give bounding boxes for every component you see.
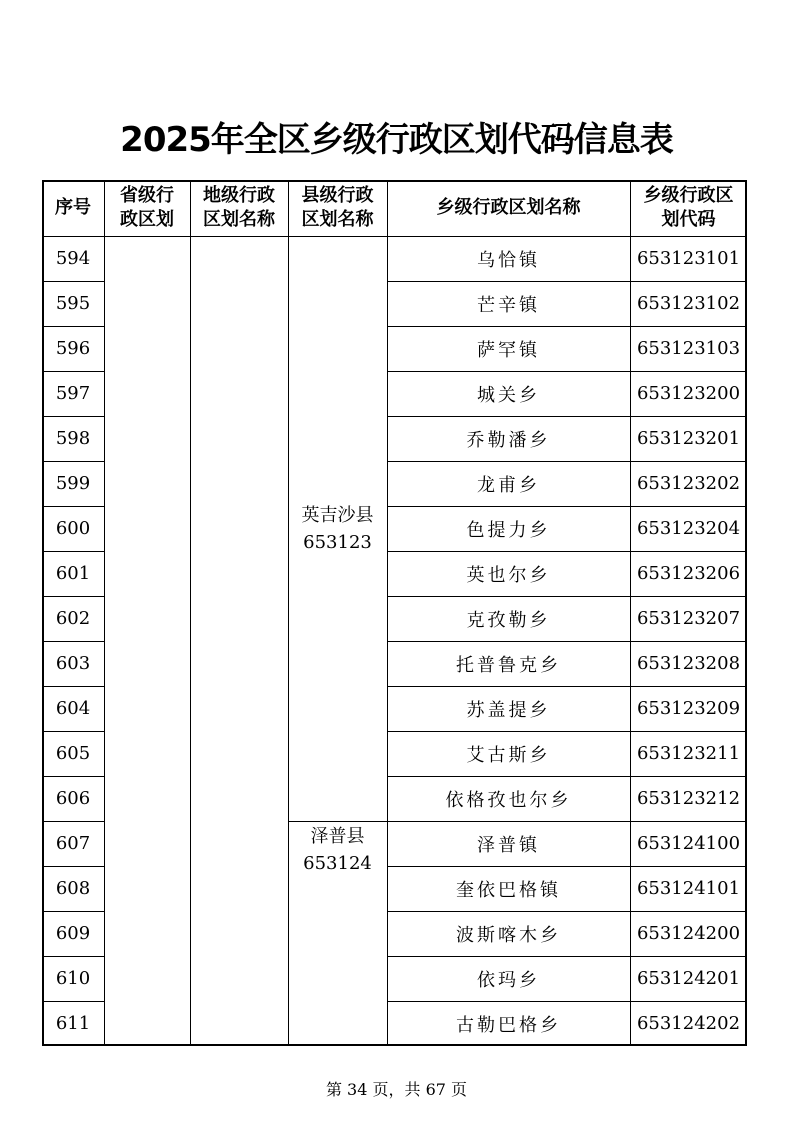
seq-cell: 603 [55, 653, 91, 674]
row-divider [42, 641, 104, 642]
column-divider [104, 180, 105, 1046]
header-seq: 序号 [55, 197, 91, 218]
county-name: 英吉沙县 [301, 504, 374, 526]
township-name-cell: 奎依巴格镇 [456, 879, 561, 901]
division-code-table [42, 180, 747, 1046]
row-divider [387, 1001, 747, 1002]
seq-cell: 598 [55, 428, 91, 449]
row-divider [387, 776, 747, 777]
row-divider [42, 866, 104, 867]
row-divider [387, 326, 747, 327]
row-divider [387, 371, 747, 372]
row-divider [387, 596, 747, 597]
township-code-cell: 653123211 [636, 743, 741, 764]
column-divider [190, 180, 191, 1046]
township-code-cell: 653123200 [636, 383, 741, 404]
township-code-cell: 653124101 [636, 878, 741, 899]
row-divider [42, 776, 104, 777]
row-divider [387, 281, 747, 282]
seq-cell: 595 [55, 293, 91, 314]
township-name-cell: 克孜勒乡 [466, 609, 551, 631]
row-divider [387, 686, 747, 687]
row-divider [387, 641, 747, 642]
county-name: 泽普县 [310, 826, 365, 847]
seq-cell: 606 [55, 788, 91, 809]
row-divider [387, 956, 747, 957]
township-code-cell: 653124100 [636, 833, 741, 854]
seq-cell: 601 [55, 563, 91, 584]
township-code-cell: 653123101 [636, 248, 741, 269]
row-divider [387, 911, 747, 912]
seq-cell: 597 [55, 383, 91, 404]
seq-cell: 609 [55, 923, 91, 944]
county-code: 653124 [303, 853, 372, 874]
row-divider [42, 416, 104, 417]
header-township: 乡级行政区划名称 [436, 197, 581, 218]
county-divider [288, 821, 387, 822]
header-province: 省级行 政区划 [120, 185, 174, 230]
row-divider [42, 326, 104, 327]
row-divider [42, 821, 104, 822]
township-name-cell: 古勒巴格乡 [456, 1014, 561, 1036]
row-divider [387, 416, 747, 417]
header-prefecture: 地级行政 区划名称 [203, 185, 275, 230]
township-name-cell: 艾古斯乡 [466, 744, 551, 766]
township-code-cell: 653123206 [636, 563, 741, 584]
township-name-cell: 芒辛镇 [477, 294, 540, 316]
header-county: 县级行政 区划名称 [301, 185, 374, 230]
seq-cell: 607 [55, 833, 91, 854]
township-code-cell: 653123208 [636, 653, 741, 674]
row-divider [42, 686, 104, 687]
header-code: 乡级行政区 划代码 [643, 185, 734, 230]
seq-cell: 604 [55, 698, 91, 719]
township-name-cell: 托普鲁克乡 [456, 654, 561, 676]
seq-cell: 600 [55, 518, 91, 539]
township-name-cell: 苏盖提乡 [466, 699, 551, 721]
township-code-cell: 653124200 [636, 923, 741, 944]
row-divider [387, 461, 747, 462]
seq-cell: 610 [55, 968, 91, 989]
seq-cell: 596 [55, 338, 91, 359]
page-footer: 第 34 页，共 67 页 [325, 1080, 468, 1099]
row-divider [387, 821, 747, 822]
row-divider [42, 506, 104, 507]
row-divider [387, 506, 747, 507]
row-divider [42, 461, 104, 462]
township-code-cell: 653123201 [636, 428, 741, 449]
row-divider [387, 731, 747, 732]
seq-cell: 605 [55, 743, 91, 764]
township-name-cell: 萨罕镇 [477, 339, 540, 361]
township-name-cell: 城关乡 [477, 384, 540, 406]
county-name-cell [288, 502, 387, 556]
row-divider [42, 956, 104, 957]
row-divider [42, 371, 104, 372]
township-name-cell: 依格孜也尔乡 [445, 789, 572, 811]
row-divider [42, 1001, 104, 1002]
township-name-cell: 依玛乡 [477, 969, 540, 991]
township-name-cell: 英也尔乡 [466, 564, 551, 586]
township-name-cell: 波斯喀木乡 [456, 924, 561, 946]
township-code-cell: 653124202 [636, 1013, 741, 1034]
seq-cell: 602 [55, 608, 91, 629]
township-name-cell: 乔勒潘乡 [466, 429, 551, 451]
township-code-cell: 653124201 [636, 968, 741, 989]
township-code-cell: 653123102 [636, 293, 741, 314]
seq-cell: 594 [55, 248, 91, 269]
seq-cell: 611 [55, 1013, 91, 1034]
row-divider [42, 911, 104, 912]
row-divider [42, 731, 104, 732]
seq-cell: 599 [55, 473, 91, 494]
township-name-cell: 泽普镇 [477, 834, 540, 856]
township-code-cell: 653123204 [636, 518, 741, 539]
column-divider [288, 180, 289, 1046]
page-title: 2025年全区乡级行政区划代码信息表 [120, 120, 673, 160]
township-name-cell: 乌恰镇 [477, 249, 540, 271]
county-code: 653123 [303, 531, 372, 553]
township-code-cell: 653123103 [636, 338, 741, 359]
township-name-cell: 龙甫乡 [477, 474, 540, 496]
township-name-cell: 色提力乡 [466, 519, 551, 541]
row-divider [42, 281, 104, 282]
township-code-cell: 653123202 [636, 473, 741, 494]
seq-cell: 608 [55, 878, 91, 899]
row-divider [387, 551, 747, 552]
row-divider [42, 551, 104, 552]
row-divider [387, 866, 747, 867]
row-divider [42, 596, 104, 597]
township-code-cell: 653123212 [636, 788, 741, 809]
county-name-cell [288, 823, 387, 877]
township-code-cell: 653123209 [636, 698, 741, 719]
township-code-cell: 653123207 [636, 608, 741, 629]
